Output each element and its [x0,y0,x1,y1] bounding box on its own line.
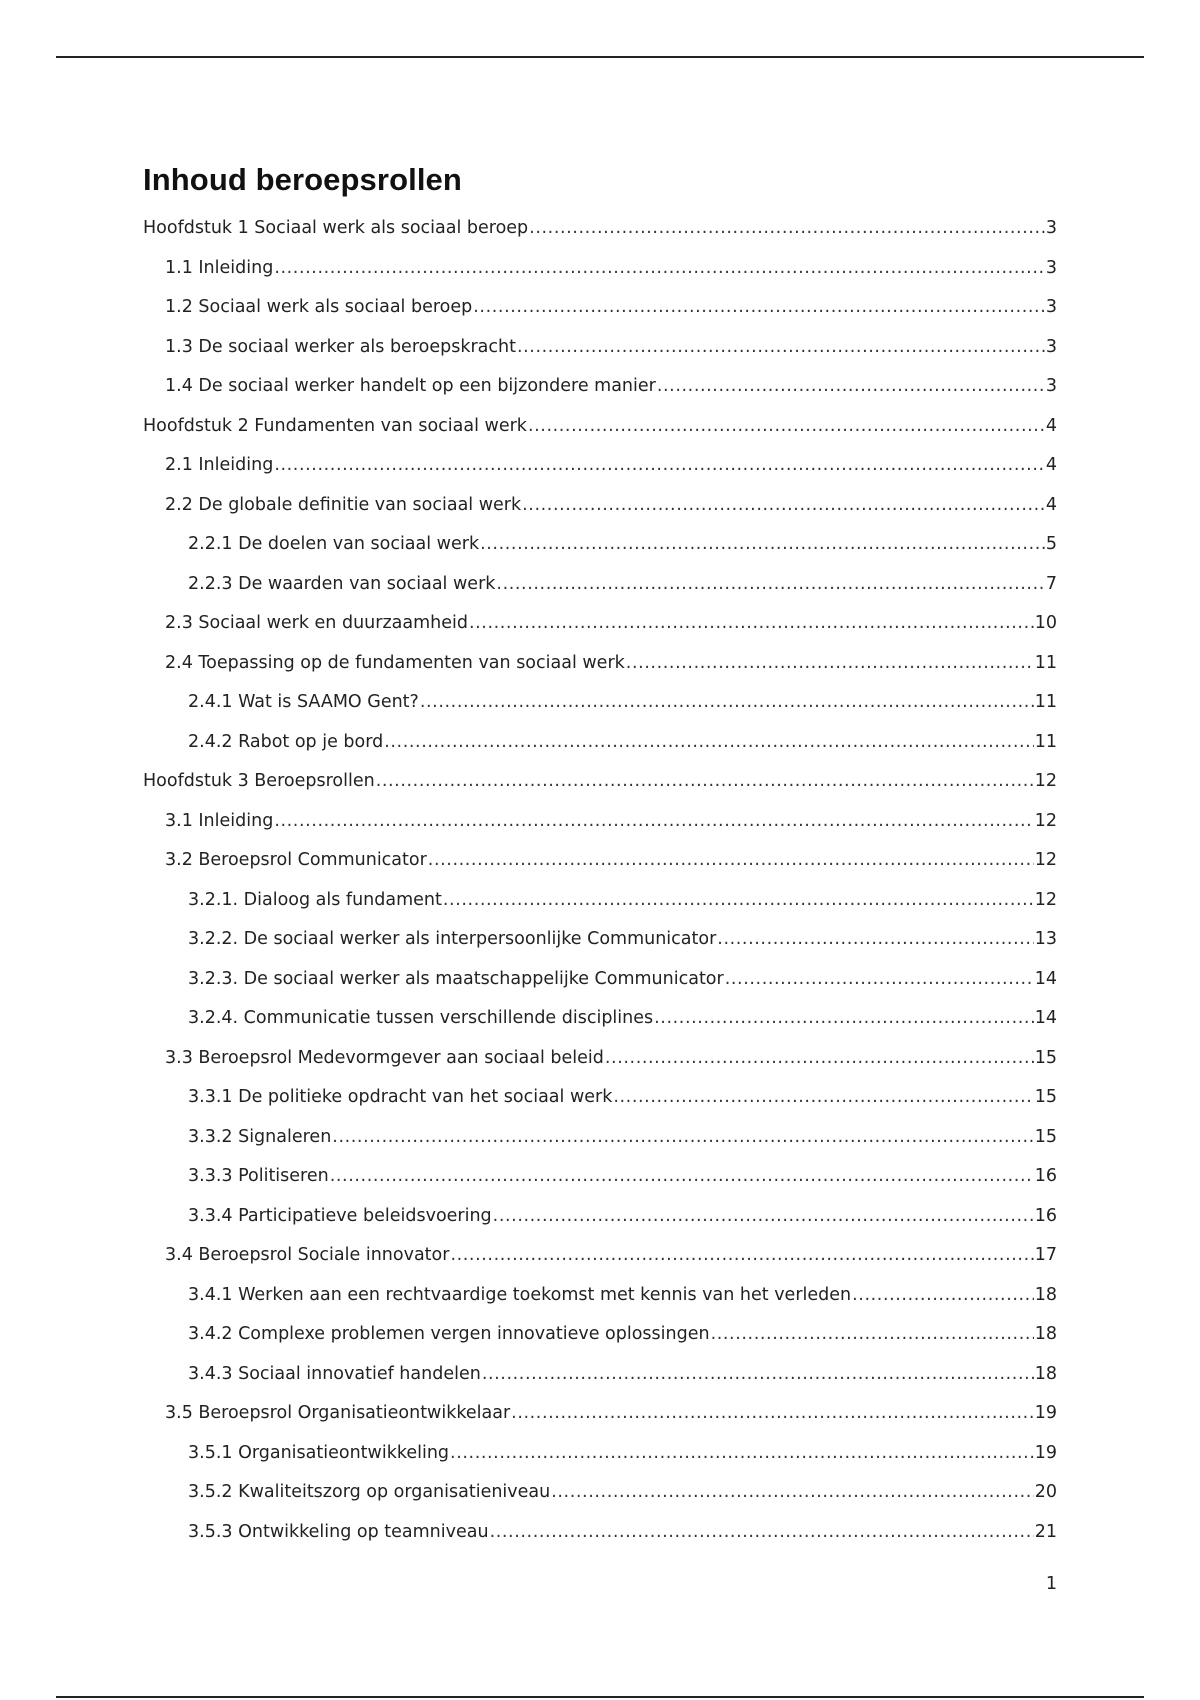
toc-entry-title: 2.2.1 De doelen van sociaal werk [188,534,480,554]
toc-entry-page: 12 [1034,810,1057,831]
toc-dot-leader [332,1118,1033,1158]
toc-dot-leader [473,288,1045,328]
toc-dot-leader [274,249,1045,289]
toc-entry[interactable] [143,960,1057,1000]
toc-entry-title: Hoofdstuk 3 Beroepsrollen [143,771,375,791]
toc-dot-leader [274,802,1033,842]
toc-entry[interactable] [143,683,1057,723]
toc-entry-title: 3.5.3 Ontwikkeling op teamniveau [188,1521,489,1542]
toc-entry-title: 2.4 Toepassing op de fundamenten van sociaal werk [165,652,625,673]
toc-dot-leader [496,565,1044,605]
toc-entry[interactable] [143,841,1057,881]
toc-entry-title: 3.5.1 Organisatieontwikkeling [188,1442,450,1463]
toc-dot-leader [529,209,1045,249]
toc-dot-leader [511,1394,1034,1434]
toc-entry-title: 2.3 Sociaal werk en duurzaamheid [165,613,468,633]
header-rule [56,56,1144,58]
toc-entry[interactable] [143,1315,1057,1355]
toc-dot-leader [613,1078,1033,1118]
toc-dot-leader [605,1039,1034,1079]
toc-entry[interactable] [143,367,1057,407]
toc-entry-title: 3.4.3 Sociaal innovatief handelen [188,1363,481,1384]
toc-entry[interactable] [143,486,1057,526]
toc-entry[interactable] [143,1197,1057,1237]
toc-entry-page: 13 [1034,929,1057,949]
toc-dot-leader [852,1276,1034,1316]
toc-entry-page: 17 [1034,1245,1057,1265]
toc-entry-title: 3.5 Beroepsrol Organisatieontwikkelaar [165,1403,511,1423]
toc-entry[interactable] [143,1394,1057,1434]
toc-entry-title: 3.2.2. De sociaal werker als interpersoonlijke Communicator [188,929,717,949]
toc-entry[interactable] [143,604,1057,644]
toc-entry-page: 3 [1045,336,1057,357]
toc-dot-leader [717,920,1033,960]
toc-entry[interactable] [143,288,1057,328]
toc-dot-leader [480,525,1045,565]
toc-entry-title: 3.3.1 De politieke opdracht van het sociaal werk [188,1087,613,1107]
toc-entry-title: 1.2 Sociaal werk als sociaal beroep [165,297,473,317]
toc-entry-page: 3 [1045,297,1057,317]
toc-dot-leader [428,841,1034,881]
toc-dot-leader [490,1513,1034,1553]
toc-dot-leader [522,486,1045,526]
toc-entry[interactable] [143,999,1057,1039]
toc-entry-page: 10 [1034,613,1057,633]
toc-entry[interactable] [143,802,1057,842]
toc-entry-page: 12 [1034,850,1057,870]
toc-entry[interactable] [143,723,1057,763]
toc-entry-page: 18 [1034,1324,1057,1344]
table-of-contents [143,209,1057,1552]
toc-entry-page: 16 [1034,1205,1057,1226]
toc-entry-title: 2.4.2 Rabot op je bord [188,731,384,752]
toc-dot-leader [725,960,1034,1000]
toc-entry-page: 21 [1034,1521,1057,1542]
toc-entry-title: 3.4.1 Werken aan een rechtvaardige toekomst met kennis van het verleden [188,1284,852,1305]
toc-entry-page: 14 [1034,1008,1057,1028]
toc-dot-leader [654,999,1034,1039]
toc-entry-page: 3 [1045,376,1057,396]
toc-entry-page: 11 [1034,731,1057,752]
toc-entry-title: 2.4.1 Wat is SAAMO Gent? [188,692,419,712]
toc-entry-page: 15 [1034,1126,1057,1147]
toc-entry-title: 3.3 Beroepsrol Medevormgever aan sociaal beleid [165,1047,604,1068]
toc-entry-page: 20 [1034,1482,1057,1502]
toc-entry-page: 7 [1045,573,1057,594]
toc-entry-page: 18 [1034,1284,1057,1305]
toc-entry-title: Hoofdstuk 2 Fundamenten van sociaal werk [143,415,527,436]
toc-dot-leader [443,881,1034,921]
toc-title: Inhoud beroepsrollen [143,162,462,197]
toc-entry-page: 19 [1034,1442,1057,1463]
toc-entry[interactable] [143,1118,1057,1158]
toc-entry-title: 3.3.4 Participatieve beleidsvoering [188,1205,492,1226]
toc-entry[interactable] [143,881,1057,921]
toc-entry-page: 12 [1034,889,1057,910]
toc-dot-leader [450,1434,1034,1474]
toc-entry-page: 11 [1034,692,1057,712]
document-page [143,162,1057,1552]
toc-dot-leader [469,604,1034,644]
toc-entry-page: 12 [1034,771,1057,791]
toc-entry-title: 3.3.2 Signaleren [188,1126,332,1147]
footer-rule [56,1696,1144,1698]
toc-dot-leader [450,1236,1033,1276]
toc-entry-title: 3.4 Beroepsrol Sociale innovator [165,1245,450,1265]
toc-entry[interactable] [143,446,1057,486]
toc-entry[interactable] [143,644,1057,684]
toc-dot-leader [376,762,1034,802]
toc-entry[interactable] [143,1434,1057,1474]
toc-entry[interactable] [143,1513,1057,1553]
toc-dot-leader [711,1315,1034,1355]
toc-entry-title: 3.4.2 Complexe problemen vergen innovatieve oplossingen [188,1324,710,1344]
toc-entry[interactable] [143,209,1057,249]
toc-entry-title: 2.1 Inleiding [165,455,274,475]
toc-dot-leader [274,446,1045,486]
toc-entry[interactable] [143,565,1057,605]
toc-dot-leader [551,1473,1033,1513]
toc-entry-title: 1.3 De sociaal werker als beroepskracht [165,336,516,357]
toc-entry-page: 4 [1045,494,1057,515]
toc-entry[interactable] [143,1473,1057,1513]
toc-dot-leader [626,644,1034,684]
toc-entry-page: 5 [1045,534,1057,554]
page-number: 1 [1045,1574,1057,1594]
toc-entry[interactable] [143,1157,1057,1197]
toc-entry-title: 2.2.3 De waarden van sociaal werk [188,573,496,594]
toc-entry-title: Hoofdstuk 1 Sociaal werk als sociaal beroep [143,218,529,238]
toc-entry-page: 16 [1034,1166,1057,1186]
toc-entry[interactable] [143,1078,1057,1118]
toc-entry-page: 3 [1045,218,1057,238]
toc-entry-page: 4 [1045,415,1057,436]
toc-entry-title: 3.3.3 Politiseren [188,1166,329,1186]
toc-entry-title: 3.2.4. Communicatie tussen verschillende disciplines [188,1008,654,1028]
toc-entry-page: 4 [1045,455,1057,475]
toc-dot-leader [493,1197,1034,1237]
toc-entry[interactable] [143,249,1057,289]
toc-entry-page: 15 [1034,1047,1057,1068]
toc-dot-leader [420,683,1034,723]
toc-entry[interactable] [143,525,1057,565]
toc-entry-page: 11 [1034,652,1057,673]
toc-dot-leader [517,328,1045,368]
toc-dot-leader [528,407,1045,447]
toc-entry-title: 3.5.2 Kwaliteitszorg op organisatieniveau [188,1482,551,1502]
toc-entry-title: 2.2 De globale definitie van sociaal werk [165,494,522,515]
toc-dot-leader [330,1157,1034,1197]
toc-entry-title: 3.2.1. Dialoog als fundament [188,889,442,910]
toc-entry-page: 19 [1034,1403,1057,1423]
toc-dot-leader [657,367,1045,407]
toc-entry-title: 1.4 De sociaal werker handelt op een bijzondere manier [165,376,656,396]
toc-entry-page: 15 [1034,1087,1057,1107]
toc-entry[interactable] [143,1236,1057,1276]
toc-entry-title: 3.2.3. De sociaal werker als maatschappelijke Communicator [188,968,724,989]
toc-entry[interactable] [143,407,1057,447]
toc-entry-title: 3.2 Beroepsrol Communicator [165,850,427,870]
toc-entry[interactable] [143,1355,1057,1395]
toc-entry-title: 3.1 Inleiding [165,810,274,831]
toc-entry[interactable] [143,920,1057,960]
toc-entry[interactable] [143,1039,1057,1079]
toc-entry[interactable] [143,762,1057,802]
toc-entry-title: 1.1 Inleiding [165,257,274,278]
toc-entry-page: 3 [1045,257,1057,278]
toc-dot-leader [482,1355,1034,1395]
toc-entry-page: 14 [1034,968,1057,989]
toc-entry[interactable] [143,328,1057,368]
toc-entry-page: 18 [1034,1363,1057,1384]
toc-dot-leader [384,723,1034,763]
toc-entry[interactable] [143,1276,1057,1316]
